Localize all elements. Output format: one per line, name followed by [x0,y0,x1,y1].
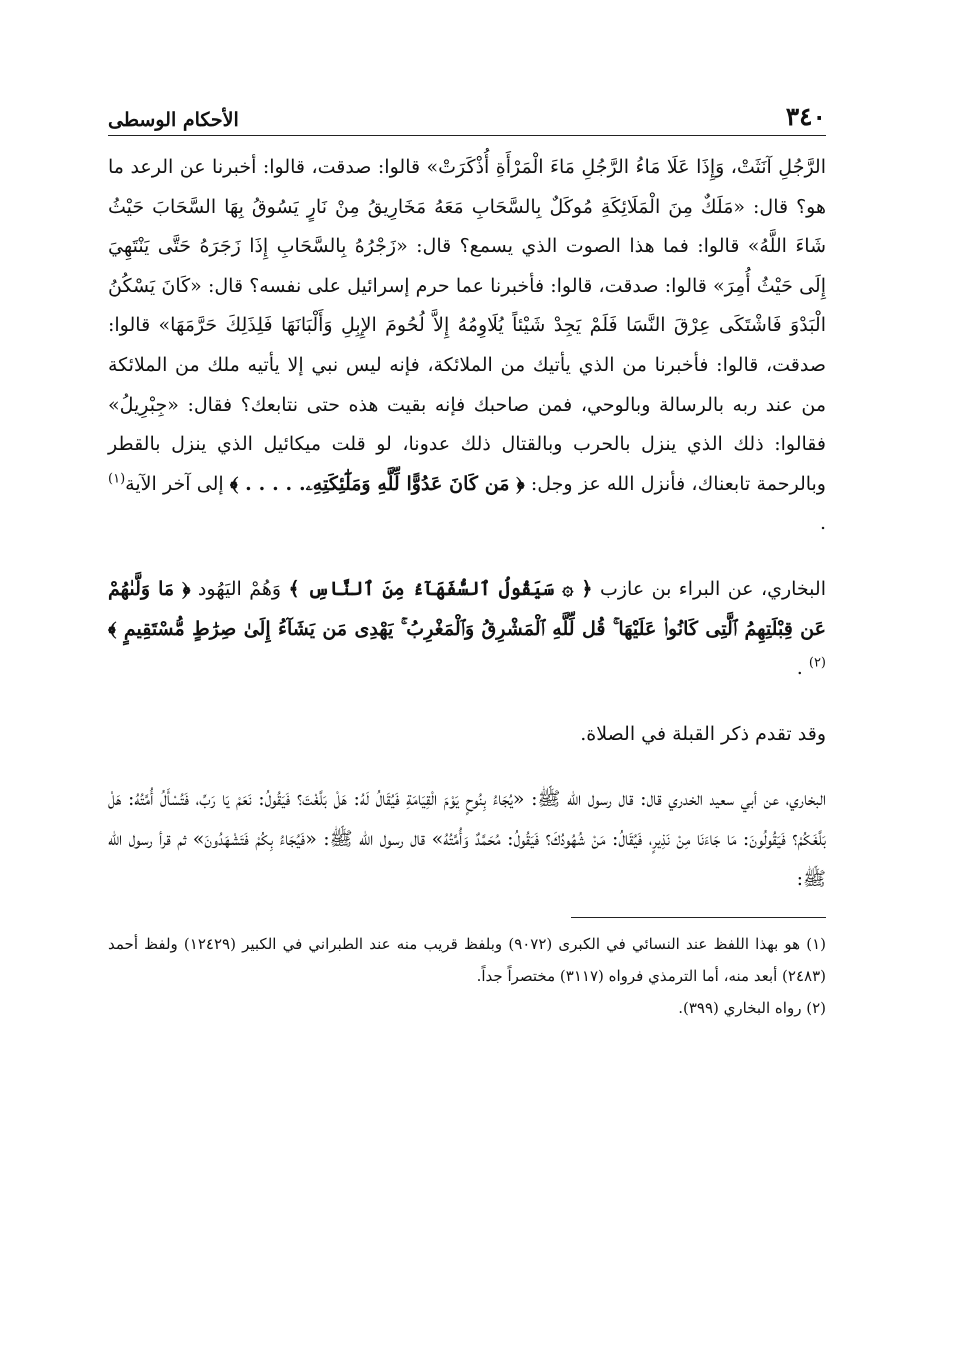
paragraph-qibla [108,570,826,689]
page-number: ٣٤٠ [785,102,826,131]
book-title: الأحكام الوسطى [108,109,239,131]
paragraph-text: إلى آخر الآية [125,472,230,495]
running-header [108,86,826,136]
footnote-2: (٢) رواه البخاري (٣٩٩). [678,999,826,1018]
footnotes [108,928,826,1024]
paragraph-text: الرَّجُلِ آنَثَتْ، وَإِذَا عَلَا مَاءُ الرَّجُلِ مَاءَ الْمَرْأَةِ أُذْكَرَتْ» قالوا: صدقت، قالوا: أخبرنا عن الرعد ما هو؟ قال: «مَلَكٌ مِنَ الْمَلَائِكَةِ مُوكَلٌ بِالسَّحَابِ مَعَهُ مَخَارِيقُ مِنْ نَارٍ يَسُوقُ بِهَا السَّحَابَ حَيْثُ شَاءَ اللَّهُ» قالوا: فما هذا الصوت الذي يسمع؟ قال: «زَجْرُهُ بِالسَّحَابِ إِذَا زَجَرَهُ حَتَّى يَنْتَهِيَ إِلَى حَيْثُ أُمِرَ» قالوا: صدقت، قالوا: فأخبرنا عما حرم إسرائيل على نفسه؟ قال: «كَانَ يَسْكُنُ الْبَدْوَ فَاشْتَكَى عِرْقَ النَّسَا فَلَمْ يَجِدْ شَيْئاً يُلَاوِمُهُ إِلاَّ لُحُومَ الإِبِلِ وَأَلْبَانَهَا فَلِذَلِكَ حَرَّمَهَا» قالوا: صدقت، قالوا: فأخبرنا من الذي يأتيك من الملائكة، فإنه ليس نبي إلا يأتيه ملك من الملائكة من عند ربه بالرسالة وبالوحي، فمن صاحبك فإنه بقيت هذه حتى نتابعك؟ فقال: «جِبْرِيلُ» فقالوا: ذلك الذي ينزل بالحرب وبالقتال ذلك عدونا، لو قلت ميكائيل الذي ينزل بالقطر وبالرحمة تابعناك، فأنزل الله عز وجل: [108,156,826,495]
footnote-1: (١) هو بهذا اللفظ عند النسائي في الكبرى (٩٠٧٢) وبلفظ قريب منه عند الطبراني في الكبير (١٢٤٢٩) ولفظ أحمد (٢٤٨٣) أبعد منه، أما الترمذي فرواه (٣١١٧) مختصراً جداً. [108,935,827,986]
quran-verse: ﴿ ۞ سَيَقُولُ ٱلسُّفَهَآءُ مِنَ ٱلنَّاسِ ﴾ [288,577,593,600]
main-text [108,148,826,899]
paragraph-qibla-note: وقد تقدم ذكر القبلة في الصلاة. [580,722,826,745]
paragraph-text: البخاري، عن البراء بن عازب [592,577,826,600]
book-page [108,86,826,1286]
footnote-marker[interactable]: (١) [108,471,126,487]
quran-verse: ﴿ مَا وَلَّىٰهُمْ عَن قِبْلَتِهِمُ ٱلَّتِى كَانُوا۟ عَلَيْهَا ۚ قُل لِّلَّهِ ٱلْمَشْرِقُ وَٱلْمَغْرِبُ ۚ يَهْدِى مَن يَشَآءُ إِلَىٰ صِرَٰطٍ مُّسْتَقِيمٍ ﴾ [108,577,826,640]
quran-verse: ﴿ مَن كَانَ عَدُوًّا لِّلَّهِ وَمَلَٰٓئِكَتِهِۦ. . . . . ﴾ [229,472,525,495]
paragraph-hadith-jews-questions [108,148,826,544]
footnote-marker[interactable]: (٢) [808,655,826,671]
paragraph-end: . [796,657,809,680]
paragraph-hadith-nuh: البخاري، عن أبي سعيد الخدري قال: قال رسول الله ﷺ: «يُجَاءُ بِنُوحٍ يَوْمَ الْقِيَامَةِ فَيُقَالُ لَهُ: هَلْ بَلَّغْتَ؟ فَيَقُولُ: نَعَمْ يَا رَبِّ، فَتُسْأَلُ أُمَّتُهُ: هَلْ بَلَّغَكُمْ؟ فَيَقُولُونَ: مَا جَاءَنَا مِنْ نَذِيرٍ، فَيُقَالُ: مَنْ شُهُودُكَ؟ فَيَقُولُ: مُحَمَّدٌ وَأُمَّتُهُ» قال رسول الله ﷺ: «فَيُجَاءُ بِكُمْ فَتَشْهَدُونَ» ثم قرأ رسول الله ﷺ: [108,788,827,890]
paragraph-end: . [819,512,826,535]
paragraph-text: وَهُمْ اليَهُود [190,577,289,600]
footnote-divider [571,917,826,918]
